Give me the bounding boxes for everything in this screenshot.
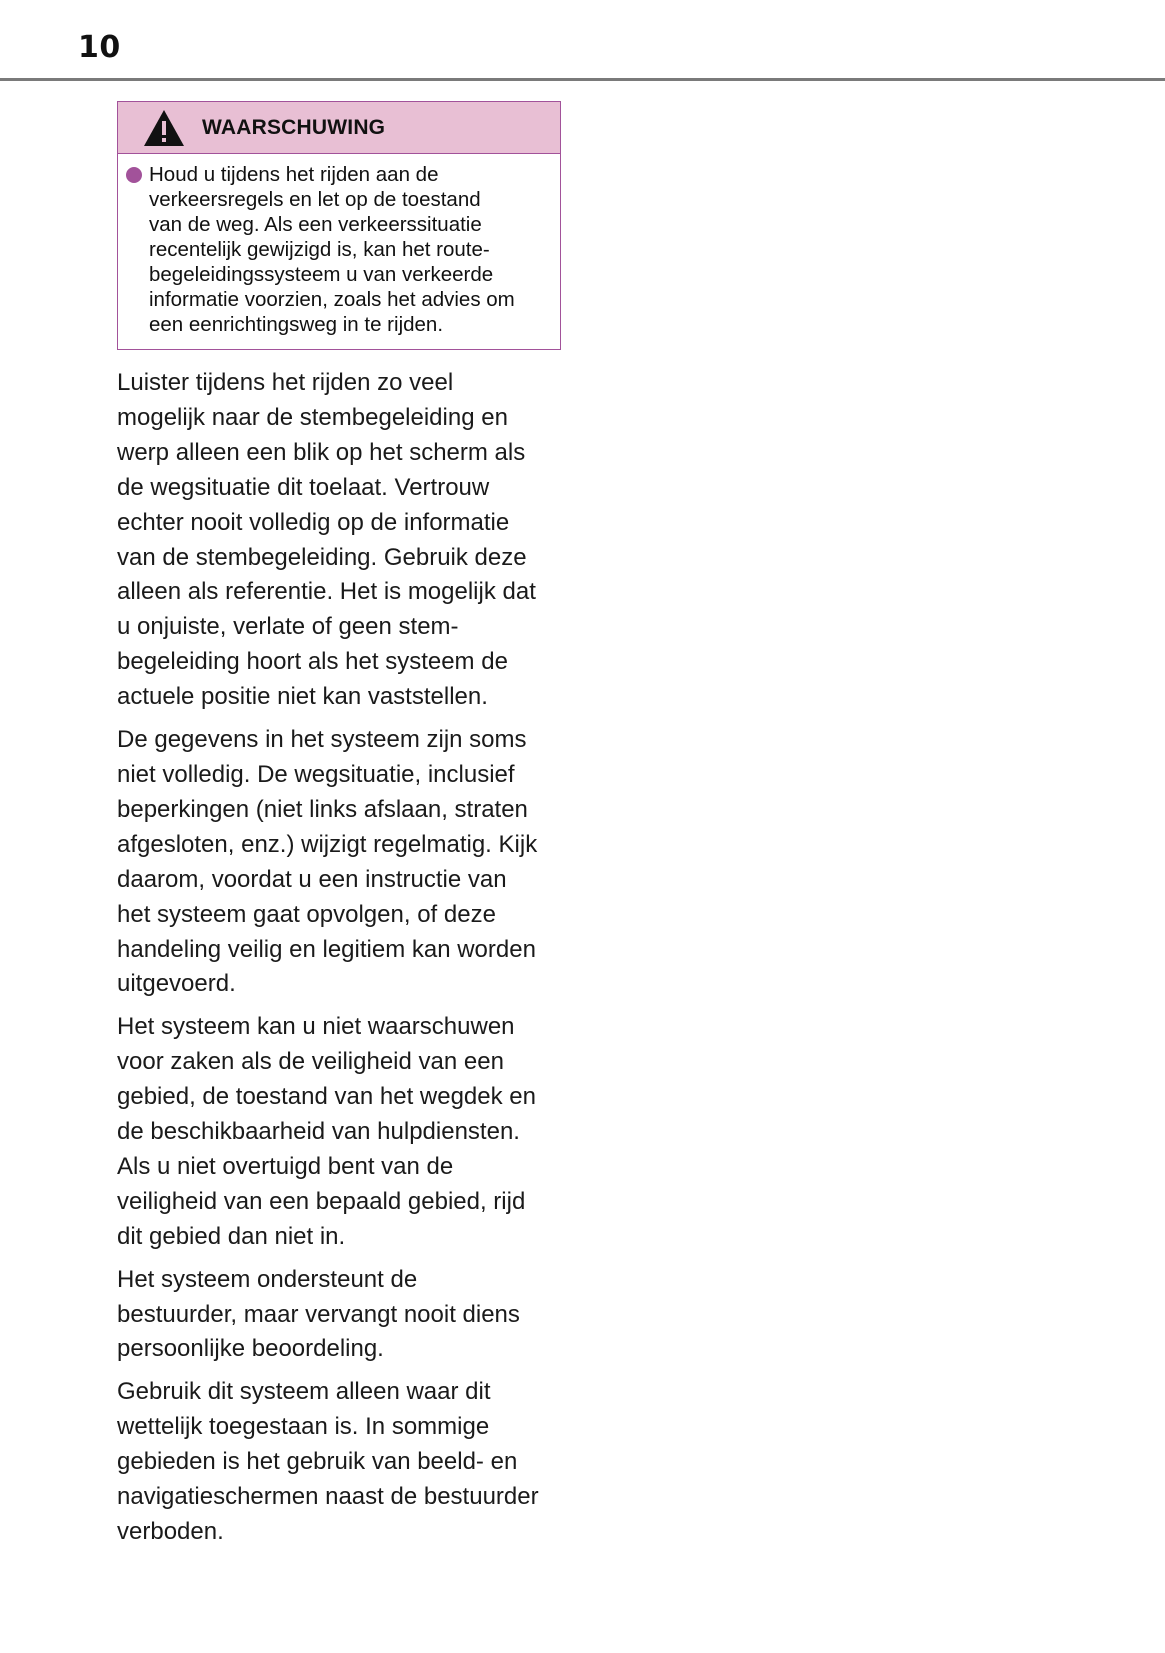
header-rule <box>0 78 1165 81</box>
text-line: afgesloten, enz.) wijzigt regelmatig. Kijk <box>117 830 538 858</box>
text-line: beperkingen (niet links afslaan, straten <box>117 795 528 823</box>
text-line: echter nooit volledig op de informatie <box>117 508 510 536</box>
text-line: actuele positie niet kan vaststellen. <box>117 683 488 711</box>
warning-line: Houd u tijdens het rijden aan de <box>149 163 439 186</box>
text-line: Als u niet overtuigd bent van de <box>117 1152 454 1180</box>
text-line: dit gebied dan niet in. <box>117 1222 346 1250</box>
text-line: niet volledig. De wegsituatie, inclusief <box>117 760 515 788</box>
body-text <box>117 366 577 1558</box>
warning-line: recentelijk gewijzigd is, kan het route- <box>149 238 490 261</box>
text-line: werp alleen een blik op het scherm als <box>117 438 526 466</box>
text-line: wettelijk toegestaan is. In sommige <box>117 1413 490 1441</box>
paragraph-driver-judgement <box>117 1263 577 1368</box>
text-line: navigatieschermen naast de bestuurder <box>117 1483 539 1511</box>
text-line: Gebruik dit systeem alleen waar dit <box>117 1378 491 1406</box>
warning-body <box>118 154 560 349</box>
warning-line: van de weg. Als een verkeerssituatie <box>149 213 482 236</box>
text-line: daarom, voordat u een instructie van <box>117 865 507 893</box>
warning-line: verkeersregels en let op de toestand <box>149 188 481 211</box>
warning-title: WAARSCHUWING <box>202 115 386 139</box>
paragraph-safety-warning <box>117 1010 577 1254</box>
paragraph-legal-use <box>117 1375 577 1550</box>
text-line: uitgevoerd. <box>117 970 236 998</box>
text-line: het systeem gaat opvolgen, of deze <box>117 900 496 928</box>
text-line: gebied, de toestand van het wegdek en <box>117 1083 536 1111</box>
text-line: Luister tijdens het rijden zo veel <box>117 369 454 396</box>
text-line: u onjuiste, verlate of geen stem- <box>117 613 459 641</box>
warning-line: begeleidingssysteem u van verkeerde <box>149 263 494 286</box>
warning-line: informatie voorzien, zoals het advies om <box>149 288 515 311</box>
warning-box <box>117 101 561 350</box>
warning-header <box>118 102 560 154</box>
warning-line: een eenrichtingsweg in te rijden. <box>149 313 444 336</box>
text-line: verboden. <box>117 1518 224 1545</box>
bullet-dot-icon <box>126 167 142 183</box>
text-line: bestuurder, maar vervangt nooit diens <box>117 1300 520 1328</box>
text-line: Het systeem kan u niet waarschuwen <box>117 1013 515 1041</box>
text-line: gebieden is het gebruik van beeld- en <box>117 1448 518 1476</box>
text-line: de beschikbaarheid van hulpdiensten. <box>117 1118 520 1146</box>
text-line: veiligheid van een bepaald gebied, rijd <box>117 1187 526 1215</box>
paragraph-data-completeness <box>117 723 577 1002</box>
text-line: de wegsituatie dit toelaat. Vertrouw <box>117 473 490 501</box>
text-line: voor zaken als de veiligheid van een <box>117 1048 504 1076</box>
text-line: handeling veilig en legitiem kan worden <box>117 935 536 963</box>
warning-text <box>149 162 515 337</box>
text-line: persoonlijke beoordeling. <box>117 1335 384 1363</box>
text-line: begeleiding hoort als het systeem de <box>117 648 508 676</box>
page-number: 10 <box>78 30 121 65</box>
paragraph-voice-guidance <box>117 366 577 715</box>
text-line: De gegevens in het systeem zijn soms <box>117 726 527 754</box>
text-line: mogelijk naar de stembegeleiding en <box>117 403 508 431</box>
text-line: alleen als referentie. Het is mogelijk dat <box>117 578 536 606</box>
text-line: van de stembegeleiding. Gebruik deze <box>117 543 527 571</box>
text-line: Het systeem ondersteunt de <box>117 1265 418 1293</box>
warning-triangle-icon <box>142 108 186 148</box>
